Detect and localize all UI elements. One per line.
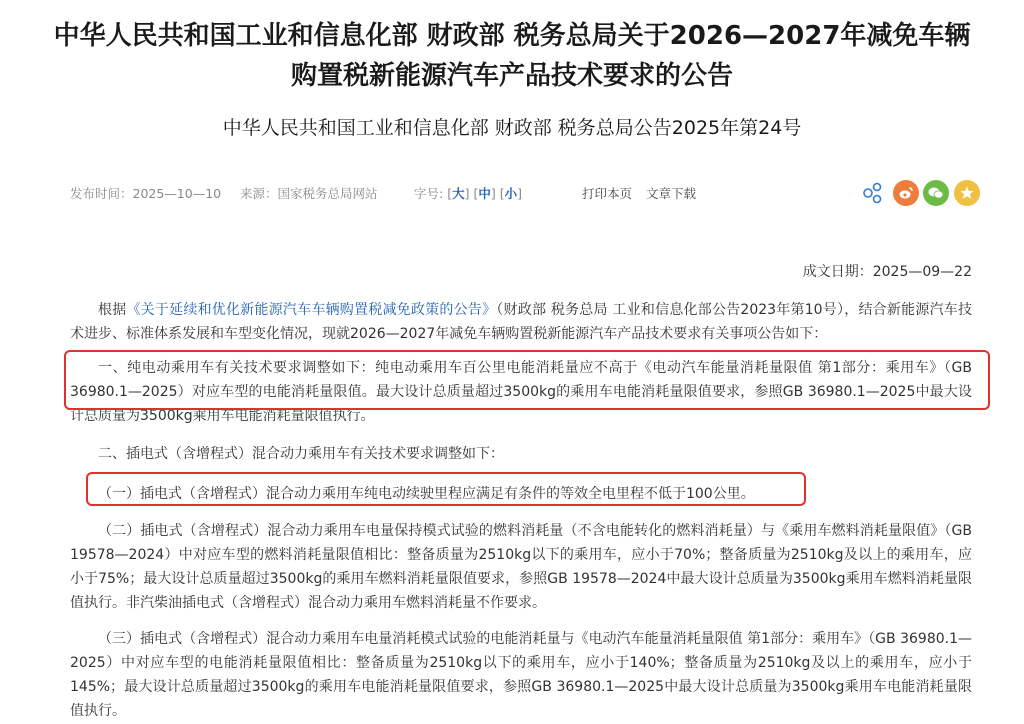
favorite-icon[interactable] (954, 180, 980, 206)
announcement-number: 中华人民共和国工业和信息化部 财政部 税务总局公告2025年第24号 (222, 117, 802, 139)
paragraph-2-phev: 二、插电式（含增程式）混合动力乘用车有关技术要求调整如下： (98, 446, 504, 462)
share-icon[interactable] (860, 180, 886, 206)
font-size-control: 字号: [大] [中] [小] (414, 186, 523, 201)
font-size-medium-button[interactable]: 中 (478, 186, 491, 201)
article-title (0, 16, 1024, 96)
policy-announcement-link[interactable]: 《关于延续和优化新能源汽车车辆购置税减免政策的公告》 (126, 302, 497, 318)
wechat-icon[interactable] (923, 180, 949, 206)
article-meta-bar (70, 180, 980, 208)
issue-date: 成文日期：2025—09—22 (802, 264, 972, 280)
font-size-label: 字号: (414, 186, 444, 201)
paragraph-1-bev: 一、纯电动乘用车有关技术要求调整如下：纯电动乘用车百公里电能消耗量应不高于《电动汽车能量消耗量限值 第1部分：乘用车》（GB 36980.1—2025）对应车型的电能消耗量限值。最大设计总质量超过3500kg的乘用车电能消耗量限值要求，参照GB 36980.1—2025中最大设计总质量为3500kg乘用车电能消耗量限值执行。 (70, 360, 972, 424)
source-label: 来源：国家税务总局网站 (240, 186, 378, 201)
paragraph-2-2-fuel: （二）插电式（含增程式）混合动力乘用车电量保持模式试验的燃料消耗量（不含电能转化的燃料消耗量）与《乘用车燃料消耗量限值》（GB 19578—2024）中对应车型的燃料消耗量限值相比：整备质量为2510kg以下的乘用车，应小于70%；整备质量为2510kg及以上的乘用车，应小于75%；最大设计总质量超过3500kg的乘用车燃料消耗量限值要求，参照GB 19578—2024中最大设计总质量为3500kg乘用车燃料消耗量限值执行。非汽柴油插电式（含增程式）混合动力乘用车燃料消耗量不作要求。 (70, 523, 972, 611)
font-size-small-button[interactable]: 小 (504, 186, 518, 201)
paragraph-2-1-range: （一）插电式（含增程式）混合动力乘用车纯电动续驶里程应满足有条件的等效全电里程不低于100公里。 (98, 486, 755, 502)
intro-paragraph: 根据《关于延续和优化新能源汽车车辆购置税减免政策的公告》（财政部 税务总局 工业和信息化部公告2023年第10号），结合新能源汽车技术进步、标准体系发展和车型变化情况，现就2026—2027年减免车辆购置税新能源汽车产品技术要求有关事项公告如下： (70, 302, 973, 342)
print-page-button[interactable]: 打印本页 (582, 186, 633, 201)
publish-date: 发布时间：2025—10—10 (70, 186, 222, 201)
paragraph-2-3-energy: （三）插电式（含增程式）混合动力乘用车电量消耗模式试验的电能消耗量与《电动汽车能量消耗量限值 第1部分：乘用车》（GB 36980.1—2025）中对应车型的电能消耗量限值相比：整备质量为2510kg以下的乘用车，应小于140%；整备质量为2510kg及以上的乘用车，应小于145%；最大设计总质量超过3500kg的乘用车电能消耗量限值要求，参照GB 36980.1—2025中最大设计总质量为3500kg乘用车电能消耗量限值执行。 (70, 631, 972, 719)
article-title-line-2: 购置税新能源汽车产品技术要求的公告 (290, 61, 733, 91)
font-size-large-button[interactable]: 大 (452, 186, 465, 201)
article-download-button[interactable]: 文章下载 (646, 186, 697, 201)
article-title-line-1: 中华人民共和国工业和信息化部 财政部 税务总局关于2026—2027年减免车辆 (53, 21, 971, 51)
weibo-icon[interactable] (893, 180, 919, 206)
